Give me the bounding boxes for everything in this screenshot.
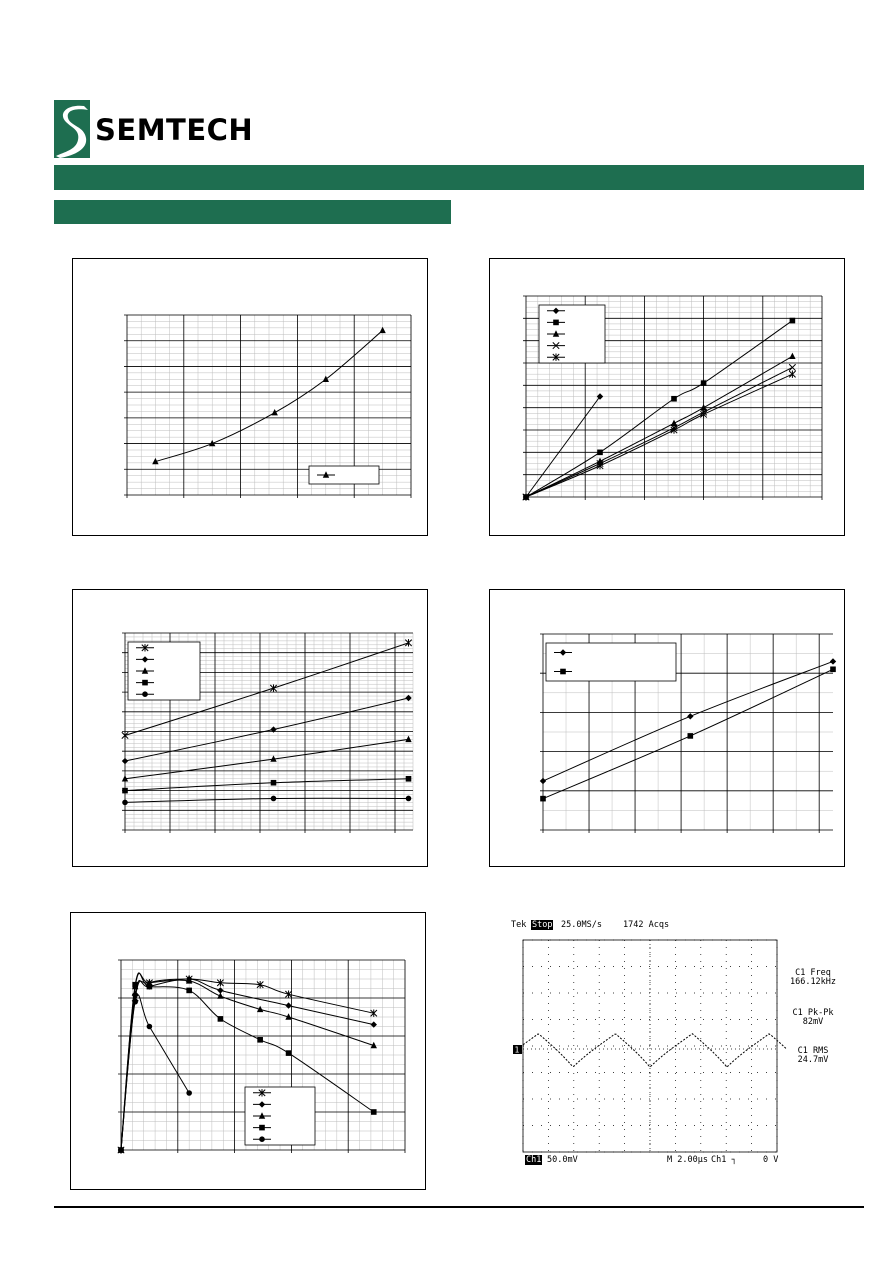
data-point [789, 353, 795, 359]
legend [128, 642, 200, 700]
data-point [132, 982, 138, 988]
data-point [830, 658, 836, 664]
company-name: SEMTECH [95, 113, 254, 147]
data-point [271, 780, 277, 786]
chart-panel-4 [489, 589, 845, 867]
data-point [147, 984, 153, 990]
data-point [147, 1024, 153, 1030]
data-point [271, 409, 277, 415]
data-point [286, 1050, 292, 1056]
data-point [406, 776, 412, 782]
data-point [830, 666, 836, 672]
legend [245, 1087, 315, 1145]
legend-swatch-marker [142, 691, 148, 697]
data-point [790, 318, 796, 324]
data-point [597, 450, 603, 456]
readout-freq-label: C1 Freq [795, 968, 831, 978]
data-point [118, 1147, 124, 1153]
scope-trigger-level: 0 V [763, 1155, 779, 1165]
data-point [218, 1016, 224, 1022]
legend-swatch-marker [560, 669, 566, 675]
data-point [701, 380, 707, 386]
channel-1-marker-label: 1 [514, 1045, 520, 1055]
readout-rms-label: C1 RMS [797, 1046, 829, 1056]
chart-panel-3 [72, 589, 428, 867]
scope-channel-label: Ch1 [526, 1155, 542, 1165]
data-point [122, 758, 128, 764]
scope-sample-rate: 25.0MS/s [561, 920, 602, 930]
scope-timebase: M 2.00µs [667, 1155, 708, 1165]
data-point [285, 1002, 291, 1008]
chart-panel-5 [70, 912, 426, 1190]
data-point [688, 733, 694, 739]
data-point [186, 1090, 192, 1096]
chart-panel-1 [72, 258, 428, 536]
data-point [186, 988, 192, 994]
chart-panel-2 [489, 258, 845, 536]
legend-swatch-marker [142, 680, 148, 686]
data-point [132, 999, 138, 1005]
series-line [125, 779, 409, 791]
data-point [405, 736, 411, 742]
data-point [687, 713, 693, 719]
data-point [271, 796, 277, 802]
scope-waveform [523, 1034, 787, 1067]
data-point [371, 1109, 377, 1115]
series-line [526, 356, 792, 497]
data-point [323, 376, 329, 382]
data-point [540, 778, 546, 784]
data-point [540, 796, 546, 802]
legend-swatch-marker [259, 1136, 265, 1142]
chart-3 [73, 590, 427, 866]
legend-swatch-marker [553, 320, 559, 326]
series-line [125, 798, 409, 802]
data-point [122, 788, 128, 794]
series-4 [523, 364, 796, 500]
data-point [257, 1037, 263, 1043]
scope-trigger-source: Ch1 ┐ [711, 1155, 737, 1165]
legend [539, 305, 605, 363]
legend [309, 466, 379, 484]
chart-1 [73, 259, 427, 535]
scope-screen [505, 912, 845, 1170]
data-point [789, 364, 795, 370]
scope-volts-per-div: 50.0mV [547, 1155, 578, 1165]
series-3 [523, 353, 796, 500]
data-point [405, 695, 411, 701]
data-point [122, 800, 128, 806]
data-point [371, 1021, 377, 1027]
footer-rule [54, 1206, 864, 1208]
data-point [671, 396, 677, 402]
scope-brand: Tek [511, 920, 527, 930]
legend-swatch-marker [259, 1125, 265, 1131]
scope-run-state: Stop [532, 920, 553, 930]
oscilloscope-capture [505, 912, 845, 1170]
chart-4 [490, 590, 844, 866]
readout-pkpk-value: 82mV [802, 1017, 824, 1027]
section-band [54, 200, 451, 224]
scope-graticule [523, 940, 777, 1152]
readout-freq-value: 166.12kHz [789, 977, 837, 987]
data-point [285, 991, 291, 998]
scope-acquisitions: 1742 Acqs [623, 920, 670, 930]
legend-box [546, 643, 676, 681]
chart-2 [490, 259, 844, 535]
legend [546, 643, 676, 681]
readout-rms-value: 24.7mV [797, 1055, 829, 1065]
data-point [406, 796, 412, 802]
header-band [54, 165, 864, 190]
chart-5 [71, 913, 425, 1189]
readout-pkpk-label: C1 Pk-Pk [792, 1008, 834, 1018]
series-2 [540, 666, 836, 801]
data-point [405, 639, 411, 646]
